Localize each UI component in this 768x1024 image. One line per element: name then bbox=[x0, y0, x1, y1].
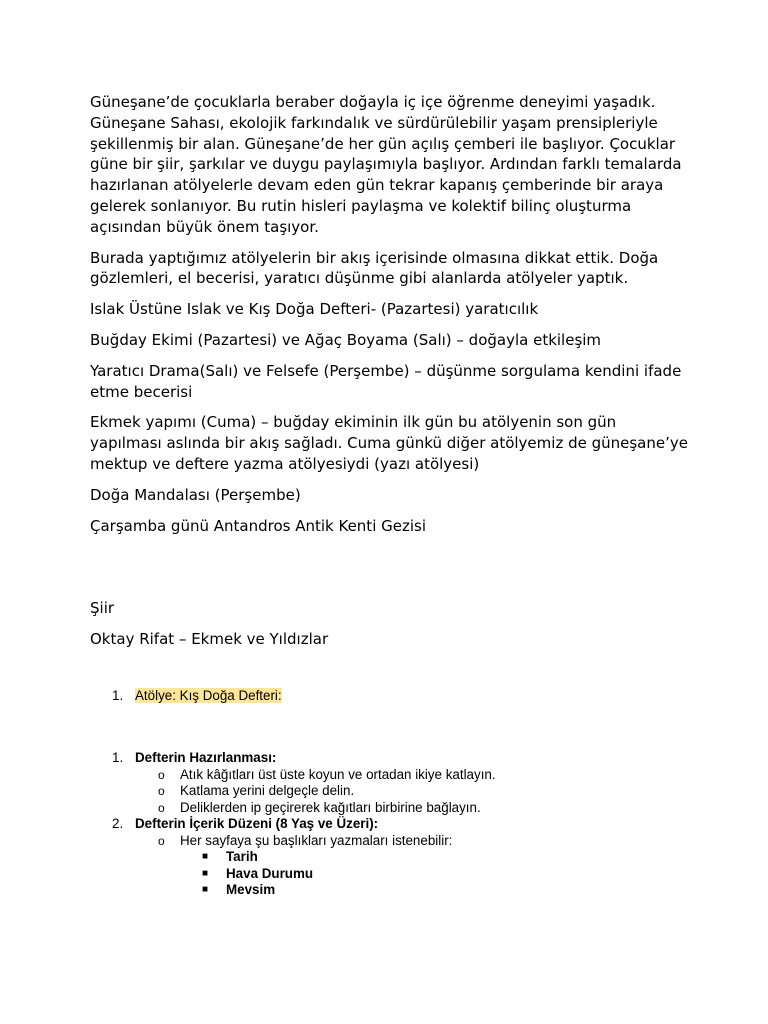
workshop-line-creativity: Islak Üstüne Islak ve Kış Doğa Defteri- (Pazartesi) yaratıcılık bbox=[90, 300, 539, 319]
list-number: 2. bbox=[112, 816, 124, 832]
circle-bullet-icon: o bbox=[158, 800, 165, 815]
step-item bbox=[90, 816, 690, 833]
list-number: 1. bbox=[112, 687, 124, 703]
workshop-heading-highlight: Atölye: Kış Doğa Defteri: bbox=[135, 687, 282, 703]
steps-list bbox=[90, 750, 690, 899]
list-number: 1. bbox=[112, 750, 124, 766]
square-bullet-icon: ■ bbox=[202, 851, 209, 863]
sub-list-item-text: Tarih bbox=[226, 849, 258, 865]
square-bullet-icon: ■ bbox=[202, 884, 209, 896]
sub-list-item-text: Mevsim bbox=[226, 882, 276, 898]
list-item-text: Deliklerden ip geçirerek kağıtları birbirine bağlayın. bbox=[180, 799, 481, 815]
step-title: Defterin İçerik Düzeni (8 Yaş ve Üzeri): bbox=[135, 816, 379, 832]
sub-list-item-text: Hava Durumu bbox=[226, 865, 314, 881]
workshop-line-bread: Ekmek yapımı (Cuma) – buğday ekiminin ilk gün bu atölyenin son gün yapılması aslında bir akış sağladı. Cuma günkü diğer atölyemiz de güneşane’ye mektup ve deftere yazma atölyesiydi (yazı atölyesi) bbox=[90, 413, 688, 473]
workshop-line-nature: Buğday Ekimi (Pazartesi) ve Ağaç Boyama (Salı) – doğayla etkileşim bbox=[90, 330, 602, 349]
square-bullet-icon: ■ bbox=[202, 867, 209, 879]
list-item bbox=[90, 767, 690, 784]
workshop-line-thinking: Yaratıcı Drama(Salı) ve Felsefe (Perşembe) – düşünme sorgulama kendini ifade etme becerisi bbox=[90, 361, 682, 401]
step-title: Defterin Hazırlanması: bbox=[135, 750, 277, 766]
poem-heading: Şiir bbox=[90, 599, 115, 618]
sub-list-item bbox=[90, 866, 690, 883]
workshop-line-mandala: Doğa Mandalası (Perşembe) bbox=[90, 485, 301, 504]
document-page bbox=[90, 92, 690, 899]
poem-title: Oktay Rifat – Ekmek ve Yıldızlar bbox=[90, 630, 329, 649]
circle-bullet-icon: o bbox=[158, 784, 165, 799]
workshop-heading-item bbox=[90, 688, 690, 705]
trip-line: Çarşamba günü Antandros Antik Kenti Gezisi bbox=[90, 516, 426, 535]
list-item-text: Her sayfaya şu başlıkları yazmaları istenebilir: bbox=[180, 832, 453, 848]
list-item-text: Katlama yerini delgeçle delin. bbox=[180, 783, 355, 799]
list-item bbox=[90, 783, 690, 800]
step-item bbox=[90, 750, 690, 767]
workshops-paragraph: Burada yaptığımız atölyelerin bir akış içerisinde olmasına dikkat ettik. Doğa gözlemleri, el becerisi, yaratıcı düşünme gibi alanlarda atölyeler yaptık. bbox=[90, 248, 659, 288]
list-item bbox=[90, 800, 690, 817]
sub-list-item bbox=[90, 882, 690, 899]
list-item bbox=[90, 833, 690, 850]
circle-bullet-icon: o bbox=[158, 833, 165, 848]
circle-bullet-icon: o bbox=[158, 767, 165, 782]
list-item-text: Atık kâğıtları üst üste koyun ve ortadan ikiye katlayın. bbox=[180, 766, 496, 782]
intro-paragraph: Güneşane’de çocuklarla beraber doğayla iç içe öğrenme deneyimi yaşadık. Güneşane Sahası, ekolojik farkındalık ve sürdürülebilir yaşam prensipleriyle şekillenmiş bir alan. Güneşane’de her gün açılış çemberi ile başlıyor. Çocuklar güne bir şiir, şarkılar ve duygu paylaşımıyla başlıyor. Ardından farklı temalarda hazırlanan atölyelerle devam eden gün tekrar kapanış çemberinde bir araya gelerek sonlanıyor. Bu rutin hisleri paylaşma ve kolektif bilinç oluşturma açısından büyük önem taşıyor. bbox=[90, 93, 682, 236]
sub-list-item bbox=[90, 849, 690, 866]
